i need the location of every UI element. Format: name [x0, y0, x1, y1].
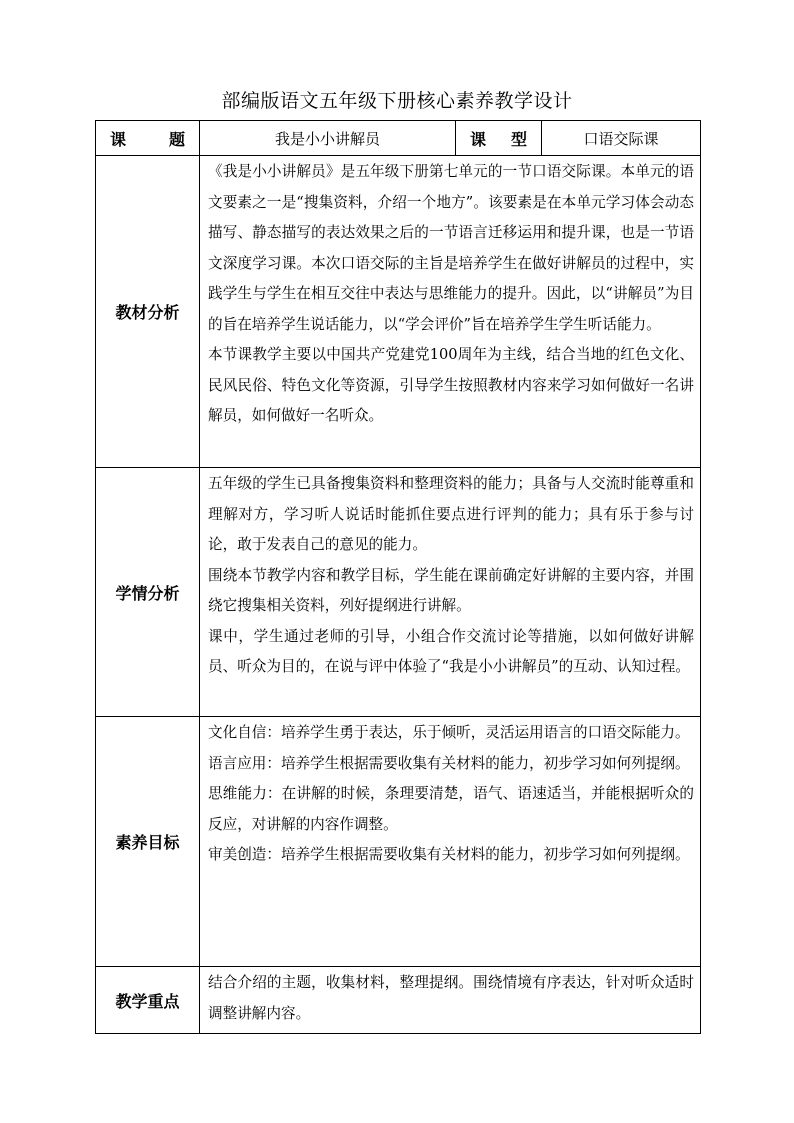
lesson-type-value: 口语交际课: [542, 121, 701, 156]
section-label-textbook-analysis: 教材分析: [96, 156, 200, 468]
type-label-char-1: 课: [470, 129, 487, 149]
lesson-label-char-2: 题: [168, 129, 185, 149]
section-content-competency-goals: [200, 717, 701, 967]
section-label-student-analysis: 学情分析: [96, 468, 200, 717]
paragraph: 《我是小小讲解员》是五年级下册第七单元的一节口语交际课。本单元的语文要素之一是“搜集资料，介绍一个地方”。该要素是在本单元学习体会动态描写、静态描写的表达效果之后的一节语言迁移运用和提升课，也是一节语文深度学习课。本次口语交际的主旨是培养学生在做好讲解员的过程中，实践学生与学生在相互交往中表达与思维能力的提升。因此，以“讲解员”为目的旨在培养学生说话能力，以“学会评价”旨在培养学生学生听话能力。: [208, 163, 695, 333]
paragraph: 围绕本节教学内容和教学目标，学生能在课前确定好讲解的主要内容，并围绕它搜集相关资料，列好提纲进行讲解。: [208, 566, 695, 614]
section-row-student-analysis: [96, 468, 701, 717]
section-content-textbook-analysis: [200, 156, 701, 468]
lesson-label-char-1: 课: [110, 129, 127, 149]
section-label-competency-goals: 素养目标: [96, 717, 200, 967]
lesson-label-cell: [96, 121, 200, 156]
paragraph: 结合介绍的主题，收集材料，整理提纲。围绕情境有序表达，针对听众适时调整讲解内容。: [208, 974, 695, 1022]
type-label-cell: [456, 121, 542, 156]
paragraph: 课中，学生通过老师的引导，小组合作交流讨论等措施，以如何做好讲解员、听众为目的，在说与评中体验了“我是小小讲解员”的互动、认知过程。: [208, 627, 695, 675]
document-title: 部编版语文五年级下册核心素养教学设计: [221, 90, 573, 112]
type-label-char-2: 型: [510, 129, 527, 149]
section-row-competency-goals: [96, 717, 701, 967]
section-label-teaching-focus: 教学重点: [96, 967, 200, 1034]
lesson-plan-table: [95, 120, 701, 1034]
header-row: [96, 121, 701, 156]
paragraph: 语言应用：培养学生根据需要收集有关材料的能力，初步学习如何列提纲。: [208, 754, 690, 772]
paragraph: 本节课教学主要以中国共产党建党100周年为主线，结合当地的红色文化、民风民俗、特色文化等资源，引导学生按照教材内容来学习如何做好一名讲解员，如何做好一名听众。: [208, 346, 695, 424]
paragraph: 五年级的学生已具备搜集资料和整理资料的能力；具备与人交流时能尊重和理解对方，学习听人说话时能抓住要点进行评判的能力；具有乐于参与讨论，敢于发表自己的意见的能力。: [208, 475, 695, 553]
paragraph: 审美创造：培养学生根据需要收集有关材料的能力，初步学习如何列提纲。: [208, 846, 690, 863]
section-content-student-analysis: [200, 468, 701, 717]
paragraph: 文化自信：培养学生勇于表达，乐于倾听，灵活运用语言的口语交际能力。: [208, 724, 690, 741]
section-content-teaching-focus: [200, 967, 701, 1034]
lesson-title-value: 我是小小讲解员: [200, 121, 456, 156]
section-row-teaching-focus: [96, 967, 701, 1034]
paragraph: 思维能力：在讲解的时候，条理要清楚，语气、语速适当，并能根据听众的反应，对讲解的内容作调整。: [208, 785, 695, 833]
section-row-textbook-analysis: [96, 156, 701, 468]
